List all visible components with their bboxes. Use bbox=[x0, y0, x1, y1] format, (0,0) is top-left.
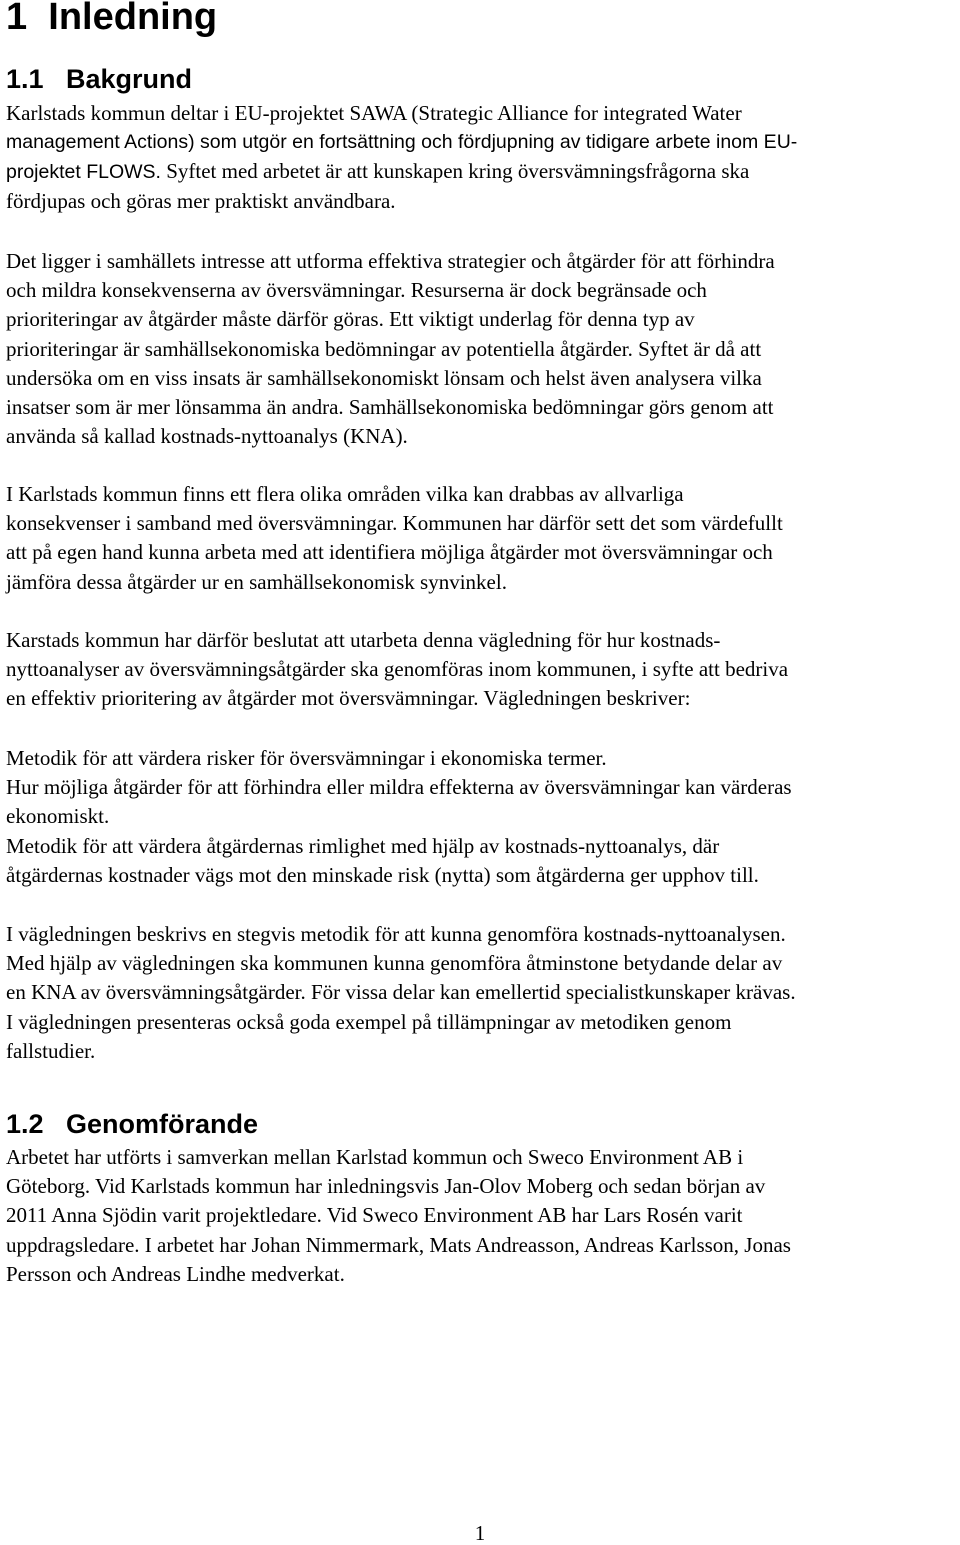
section-heading-genomforande bbox=[6, 1108, 258, 1140]
text-line: 2011 Anna Sjödin varit projektledare. Vid Sweco Environment AB har Lars Rosén varit bbox=[6, 1203, 743, 1228]
section-heading-bakgrund bbox=[6, 63, 192, 95]
text-line: prioriteringar av åtgärder måste därför göras. Ett viktigt underlag för denna typ av bbox=[6, 307, 695, 332]
text-line: en effektiv prioritering av åtgärder mot översvämningar. Vägledningen beskriver: bbox=[6, 686, 691, 711]
paragraph-vagledning-beslut bbox=[6, 626, 960, 714]
text-line: Karstads kommun har därför beslutat att utarbeta denna vägledning för hur kostnads- bbox=[6, 628, 721, 652]
list-item: Metodik för att värdera åtgärdernas rimlighet med hjälp av kostnads-nyttoanalys, där bbox=[6, 833, 720, 858]
text-line: Persson och Andreas Lindhe medverkat. bbox=[6, 1261, 345, 1286]
text-line: en KNA av översvämningsåtgärder. För vissa delar kan emellertid specialistkunskaper krävas. bbox=[6, 980, 796, 1005]
text-line: jämföra dessa åtgärder ur en samhällsekonomisk synvinkel. bbox=[6, 569, 507, 594]
text-line: Med hjälp av vägledningen ska kommunen kunna genomföra åtminstone betydande delar av bbox=[6, 951, 783, 976]
text-line: Karlstads kommun deltar i EU-projektet SAWA (Strategic Alliance for integrated Water bbox=[6, 101, 742, 125]
list-item-continuation: ekonomiskt. bbox=[6, 804, 110, 829]
text-line: Göteborg. Vid Karlstads kommun har inledningsvis Jan-Olov Moberg och sedan början av bbox=[6, 1174, 766, 1199]
section-number: 1.2 bbox=[6, 1109, 44, 1139]
text-line: Arbetet har utförts i samverkan mellan Karlstad kommun och Sweco Environment AB i bbox=[6, 1145, 744, 1169]
chapter-heading bbox=[6, 0, 217, 40]
text-line: konsekvenser i samband med översvämningar. Kommunen har därför sett det som värdefullt bbox=[6, 511, 783, 536]
paragraph-stegvis-metodik bbox=[6, 920, 960, 1066]
text-line: fallstudier. bbox=[6, 1038, 96, 1063]
text-line bbox=[6, 157, 960, 186]
text-line: nyttoanalyser av översvämningsåtgärder ska genomföras inom kommunen, i syfte att bedriva bbox=[6, 657, 789, 682]
text-segment: projektet FLOWS. bbox=[6, 161, 161, 184]
text-line: I vägledningen beskrivs en stegvis metodik för att kunna genomföra kostnads-nyttoanalysen. bbox=[6, 922, 786, 946]
text-line: och mildra konsekvenserna av översvämningar. Resurserna är dock begränsade och bbox=[6, 278, 707, 303]
text-line: prioriteringar är samhällsekonomiska bedömningar av potentiella åtgärder. Syftet är då att bbox=[6, 336, 762, 361]
paragraph-samverkan bbox=[6, 1143, 960, 1289]
text-line: Det ligger i samhällets intresse att utforma effektiva strategier och åtgärder för att förhindra bbox=[6, 249, 775, 273]
paragraph-sawa bbox=[6, 99, 960, 216]
section-title: Bakgrund bbox=[66, 64, 193, 94]
list-item: Metodik för att värdera risker för översvämningar i ekonomiska termer. bbox=[6, 746, 607, 770]
text-line: I vägledningen presenteras också goda exempel på tillämpningar av metodiken genom bbox=[6, 1009, 732, 1034]
page-number: 1 bbox=[474, 1521, 486, 1545]
text-line: att på egen hand kunna arbeta med att identifiera möjliga åtgärder mot översvämningar och bbox=[6, 540, 773, 565]
text-line: management Actions) som utgör en fortsättning och fördjupning av tidigare arbete inom EU- bbox=[6, 131, 798, 154]
section-title: Genomförande bbox=[66, 1109, 259, 1139]
section-number: 1.1 bbox=[6, 64, 44, 94]
text-line: insatser som är mer lönsamma än andra. Samhällsekonomiska bedömningar görs genom att bbox=[6, 394, 774, 419]
text-line: undersöka om en viss insats är samhällsekonomiskt lönsam och helst även analysera vilka bbox=[6, 365, 762, 390]
text-segment: Syftet med arbetet är att kunskapen kring översvämningsfrågorna ska bbox=[160, 159, 750, 184]
list-item-continuation: åtgärdernas kostnader vägs mot den minskade risk (nytta) som åtgärderna ger upphov till. bbox=[6, 862, 759, 887]
text-line: I Karlstads kommun finns ett flera olika områden vilka kan drabbas av allvarliga bbox=[6, 482, 684, 506]
text-line: använda så kallad kostnads-nyttoanalys (KNA). bbox=[6, 424, 408, 449]
list-item: Hur möjliga åtgärder för att förhindra eller mildra effekterna av översvämningar kan värderas bbox=[6, 775, 792, 800]
text-line: uppdragsledare. I arbetet har Johan Nimmermark, Mats Andreasson, Andreas Karlsson, Jonas bbox=[6, 1232, 791, 1257]
chapter-title: Inledning bbox=[48, 0, 218, 38]
text-line: fördjupas och göras mer praktiskt användbara. bbox=[6, 188, 396, 213]
chapter-number: 1 bbox=[6, 0, 28, 38]
list-vagledningen-beskriver bbox=[6, 744, 960, 890]
paragraph-samhallets-intresse bbox=[6, 247, 960, 451]
paragraph-karlstads-omraden bbox=[6, 480, 960, 597]
